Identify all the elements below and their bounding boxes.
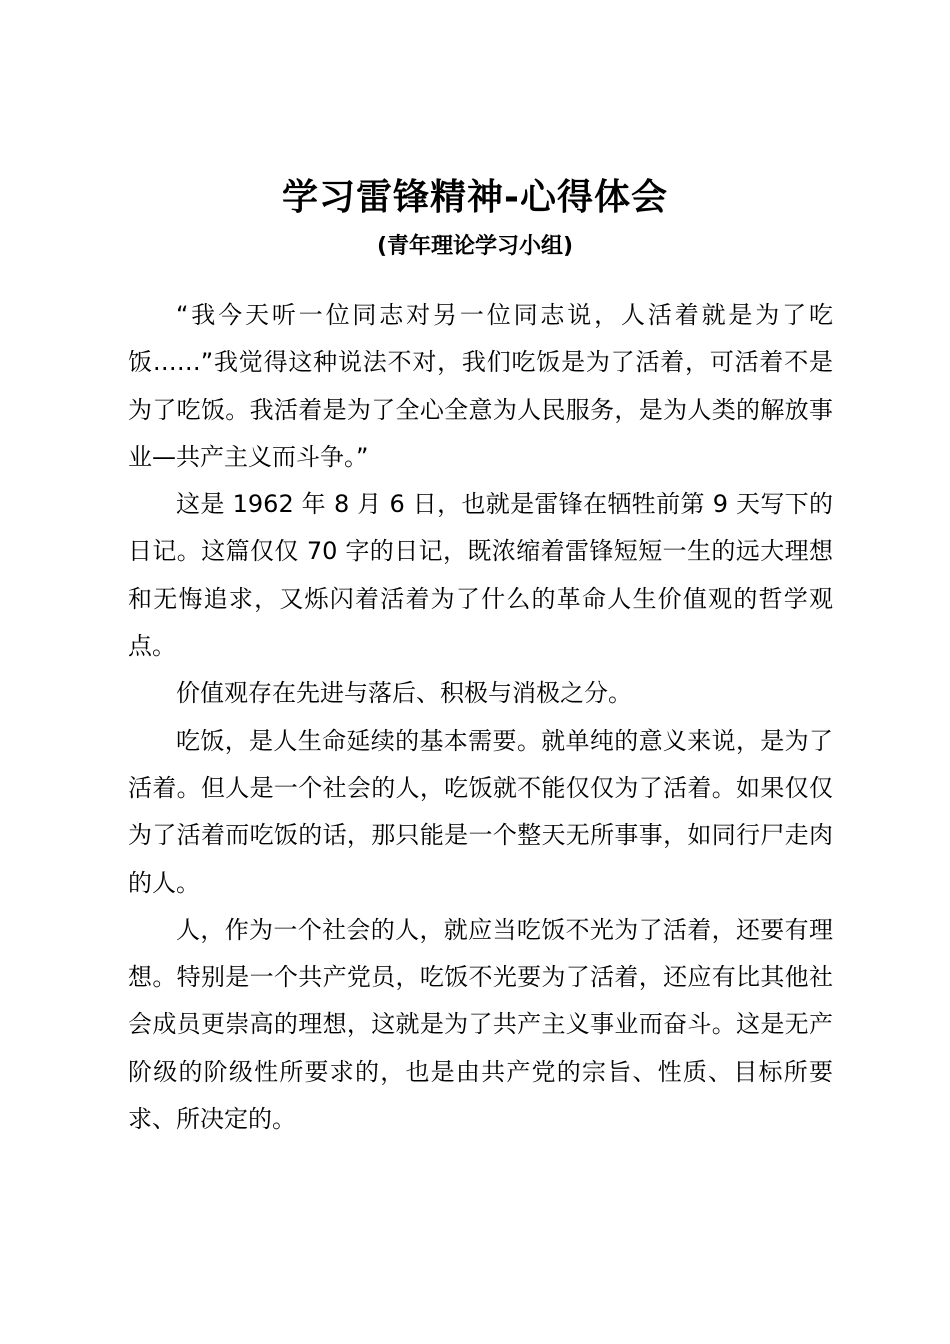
document-subtitle: (青年理论学习小组) — [376, 234, 574, 259]
paragraph-ideals: 人，作为一个社会的人，就应当吃饭不光为了活着，还要有理想。特别是一个共产党员，吃饭不光要为了活着，还应有比其他社会成员更崇高的理想，这就是为了共产主义事业而奋斗。这是无产阶级的阶级性所要求的，也是由共产党的宗旨、性质、目标所要求、所决定的。 — [128, 915, 833, 1134]
paragraph-diary-context: 这是 1962 年 8 月 6 日，也就是雷锋在牺牲前第 9 天写下的日记。这篇仅仅 70 字的日记，既浓缩着雷锋短短一生的远大理想和无悔追求，又烁闪着活着为了什么的革命人生价值观的哲学观点。 — [128, 490, 833, 661]
paragraph-quote: “我今天听一位同志对另一位同志说，人活着就是为了吃 饭……”我觉得这种说法不对，我们吃饭是为了活着，可活着不是为了吃饭。我活着是为了全心全意为人民服务，是为人类的解放事业—共产主义而斗争。” — [128, 301, 833, 471]
document-title: 学习雷锋精神-心得体会 — [282, 177, 668, 218]
paragraph-eating: 吃饭，是人生命延续的基本需要。就单纯的意义来说，是为了活着。但人是一个社会的人，吃饭就不能仅仅为了活着。如果仅仅为了活着而吃饭的话，那只能是一个整天无所事事，如同行尸走肉的人。 — [128, 726, 833, 897]
document-body — [128, 292, 833, 1143]
paragraph-values: 价值观存在先进与落后、积极与消极之分。 — [176, 679, 632, 708]
